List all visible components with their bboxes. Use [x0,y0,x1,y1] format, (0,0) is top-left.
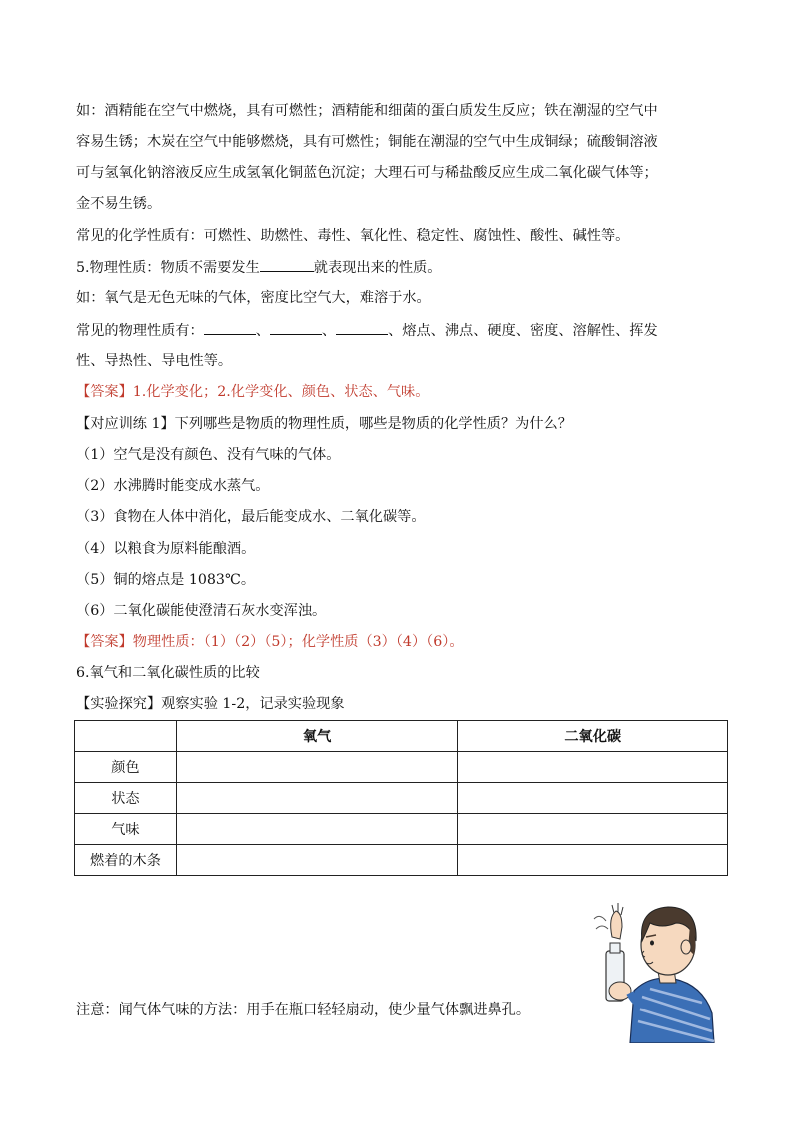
paragraph-example-line-4: 金不易生锈。 [76,196,162,212]
fill-blank[interactable] [270,320,322,335]
section-6-title: 6.氧气和二氧化碳性质的比较 [76,665,260,681]
exercise-item: （1）空气是没有颜色、没有气味的气体。 [76,447,341,463]
table-cell-input[interactable] [176,752,458,783]
exercise-title: 【对应训练 1】下列哪些是物质的物理性质，哪些是物质的化学性质？为什么？ [76,416,572,432]
separator: 、 [321,323,337,339]
row-label: 燃着的木条 [75,845,177,876]
table-header-carbon-dioxide: 二氧化碳 [458,721,728,752]
table-header-oxygen: 氧气 [176,721,458,752]
table-cell-input[interactable] [458,845,728,876]
fill-blank[interactable] [260,257,314,272]
row-label: 颜色 [75,752,177,783]
table-header-row [75,721,728,752]
chemical-properties-common: 常见的化学性质有：可燃性、助燃性、毒性、氧化性、稳定性、腐蚀性、酸性、碱性等。 [76,228,630,244]
boy-smelling-gas-illustration [590,893,718,1043]
table-cell-input[interactable] [458,783,728,814]
exercise-item: （5）铜的熔点是 1083℃。 [76,572,256,588]
paragraph-example-line-2: 容易生锈；木炭在空气中能够燃烧，具有可燃性；铜能在潮湿的空气中生成铜绿；硫酸铜溶液 [76,134,658,150]
answer-tag: 【答案】 [76,384,133,400]
answer-text: 1.化学变化；2.化学变化、颜色、状态、气味。 [132,384,430,400]
exercise-item: （2）水沸腾时能变成水蒸气。 [76,478,270,494]
physical-property-definition [76,257,442,278]
note-smelling-method: 注意：闻气体气味的方法：用手在瓶口轻轻扇动，使少量气体飘进鼻孔。 [76,1002,531,1018]
exercise-item: （6）二氧化碳能使澄清石灰水变浑浊。 [76,603,327,619]
experiment-prompt: 【实验探究】观察实验 1-2，记录实验现象 [76,696,345,712]
table-cell-input[interactable] [176,845,458,876]
answer-block-2 [76,632,464,652]
table-header-cell [75,721,177,752]
table-cell-input[interactable] [458,814,728,845]
table-cell-input[interactable] [176,783,458,814]
paragraph-example-line-3: 可与氢氧化钠溶液反应生成氢氧化铜蓝色沉淀；大理石可与稀盐酸反应生成二氧化碳气体等； [76,165,658,181]
common-text-a: 常见的物理性质有： [76,323,204,339]
exercise-item: （4）以粮食为原料能酿酒。 [76,541,256,557]
table-row [75,845,728,876]
answer-tag: 【答案】 [76,634,133,650]
definition-text-a: 5.物理性质：物质不需要发生 [76,260,260,276]
table-row [75,783,728,814]
common-text-b: 、熔点、沸点、硬度、密度、溶解性、挥发 [388,323,658,339]
table-cell-input[interactable] [458,752,728,783]
comparison-table [74,720,728,876]
physical-properties-common-cont: 性、导热性、导电性等。 [76,353,233,369]
fill-blank[interactable] [204,320,256,335]
separator: 、 [255,323,270,339]
answer-text: 物理性质：（1）（2）（5）；化学性质（3）（4）（6）。 [132,634,464,650]
row-label: 气味 [75,814,177,845]
definition-text-b: 就表现出来的性质。 [313,260,442,276]
table-cell-input[interactable] [176,814,458,845]
physical-property-example: 如：氧气是无色无味的气体，密度比空气大，难溶于水。 [76,290,431,306]
physical-properties-common [76,320,658,341]
table-row [75,814,728,845]
fill-blank[interactable] [336,320,388,335]
answer-block-1 [76,382,429,402]
table-row [75,752,728,783]
row-label: 状态 [75,783,177,814]
paragraph-example-line-1: 如：酒精能在空气中燃烧，具有可燃性；酒精能和细菌的蛋白质发生反应；铁在潮湿的空气中 [76,103,658,119]
exercise-item: （3）食物在人体中消化，最后能变成水、二氧化碳等。 [76,509,426,525]
